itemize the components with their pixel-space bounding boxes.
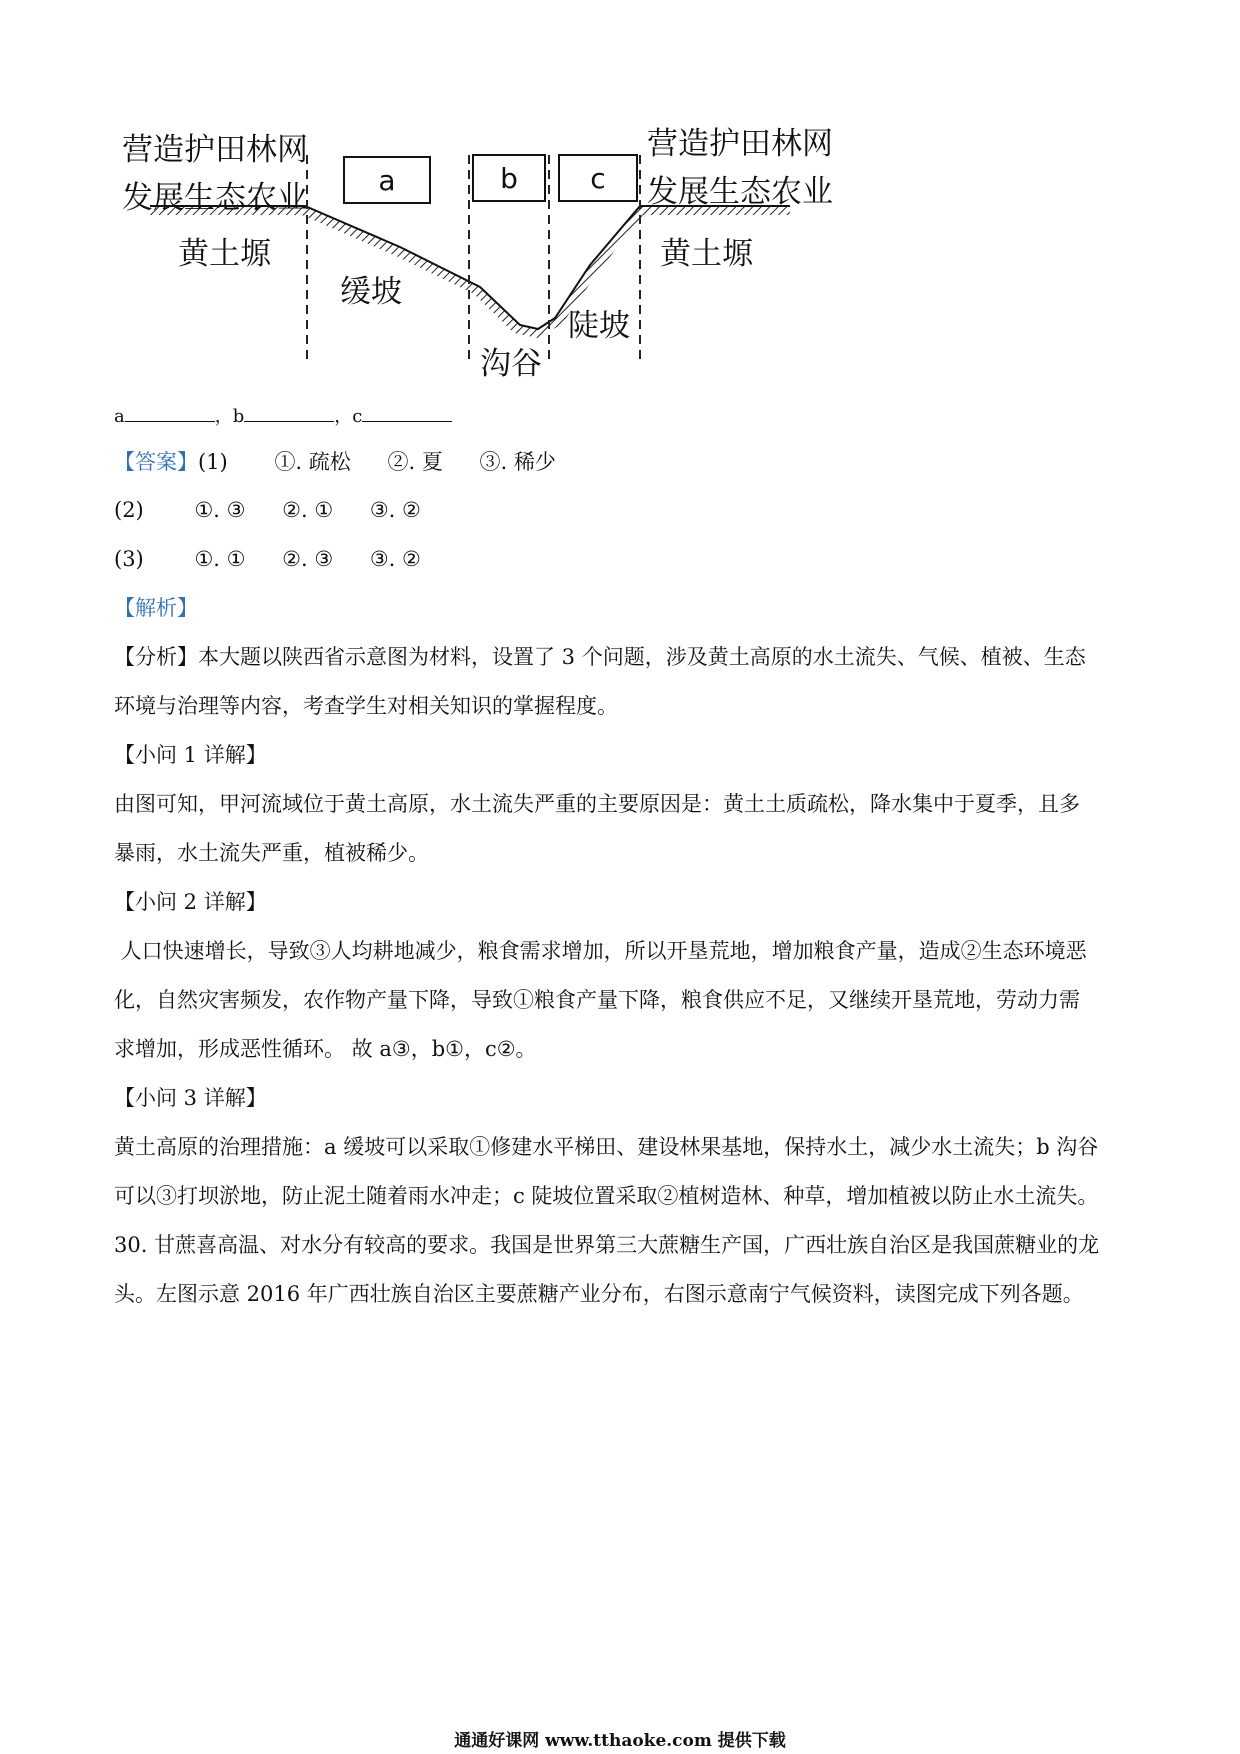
q-number: (1) xyxy=(198,450,228,474)
section-title: 【小问 1 详解】 xyxy=(114,743,267,767)
footer-credit: 通通好课网 www.tthaoke.com 提供下载 xyxy=(454,1731,786,1751)
analysis-label: 【解析】 xyxy=(114,596,198,620)
blank-a-label: a xyxy=(114,406,125,427)
left-plateau-label: 黄土塬 xyxy=(178,236,271,272)
question-30: 头。左图示意 2016 年广西壮族自治区主要蔗糖产业分布，右图示意南宁气候资料，读图完成下列各题。 xyxy=(114,1282,1084,1306)
right-measures-line2: 发展生态农业 xyxy=(647,174,833,210)
answer-item: ③. 稀少 xyxy=(479,450,556,474)
analysis-intro: 环境与治理等内容，考查学生对相关知识的掌握程度。 xyxy=(114,694,618,718)
box-c: c xyxy=(558,154,638,202)
answer-item: ②. ③ xyxy=(282,547,334,571)
paragraph-line: 人口快速增长，导致③人均耕地减少，粮食需求增加，所以开垦荒地，增加粮食产量，造成②生态环境恶 xyxy=(114,939,1087,963)
separator: ， xyxy=(334,406,353,427)
paragraph-line: 暴雨，水土流失严重，植被稀少。 xyxy=(114,841,429,865)
section-title: 【小问 2 详解】 xyxy=(114,890,267,914)
blank-b-label: b xyxy=(232,406,245,427)
answer-item: ②. ① xyxy=(282,498,334,522)
answer-blanks xyxy=(114,403,452,426)
blank-c xyxy=(362,403,452,422)
answer-q1 xyxy=(114,452,556,473)
answer-item: ③. ② xyxy=(369,547,421,571)
valley-label: 沟谷 xyxy=(480,346,542,382)
paragraph-line: 可以③打坝淤地，防止泥土随着雨水冲走；c 陡坡位置采取②植树造林、种草，增加植被以防止水土流失。 xyxy=(114,1184,1099,1208)
answer-item: ②. 夏 xyxy=(387,450,443,474)
paragraph-line: 化，自然灾害频发，农作物产量下降，导致①粮食产量下降，粮食供应不足，又继续开垦荒地，劳动力需 xyxy=(114,988,1080,1012)
gentle-slope-label: 缓坡 xyxy=(340,274,402,310)
section-title: 【小问 3 详解】 xyxy=(114,1086,267,1110)
right-plateau-label: 黄土塬 xyxy=(660,236,753,272)
blank-b xyxy=(244,403,334,422)
blank-a xyxy=(125,403,215,422)
paragraph-line: 黄土高原的治理措施：a 缓坡可以采取①修建水平梯田、建设林果基地，保持水土，减少水土流失；b 沟谷 xyxy=(114,1135,1099,1159)
right-measures-line1: 营造护田林网 xyxy=(647,126,833,162)
answer-label: 【答案】 xyxy=(114,450,198,474)
box-b: b xyxy=(472,154,546,202)
left-measures-line2: 发展生态农业 xyxy=(122,180,308,216)
q-number: (3) xyxy=(114,547,144,571)
answer-q2 xyxy=(114,500,421,521)
box-a: a xyxy=(343,156,431,204)
blank-c-label: c xyxy=(352,406,363,427)
answer-item: ①. 疏松 xyxy=(274,450,351,474)
paragraph-line: 由图可知，甲河流域位于黄土高原，水土流失严重的主要原因是：黄土土质疏松，降水集中于夏季，且多 xyxy=(114,792,1080,816)
answer-q3 xyxy=(114,549,421,570)
question-30: 30. 甘蔗喜高温、对水分有较高的要求。我国是世界第三大蔗糖生产国，广西壮族自治区是我国蔗糖业的龙 xyxy=(114,1233,1100,1257)
steep-slope-label: 陡坡 xyxy=(568,308,630,344)
left-measures-line1: 营造护田林网 xyxy=(122,132,308,168)
answer-item: ①. ③ xyxy=(194,498,246,522)
answer-item: ①. ① xyxy=(194,547,246,571)
paragraph-line: 求增加，形成恶性循环。 故 a③，b①，c②。 xyxy=(114,1037,537,1061)
answer-item: ③. ② xyxy=(369,498,421,522)
analysis-intro: 【分析】本大题以陕西省示意图为材料，设置了 3 个问题，涉及黄土高原的水土流失、气候、植被、生态 xyxy=(114,645,1086,669)
q-number: (2) xyxy=(114,498,144,522)
separator: ， xyxy=(214,406,233,427)
